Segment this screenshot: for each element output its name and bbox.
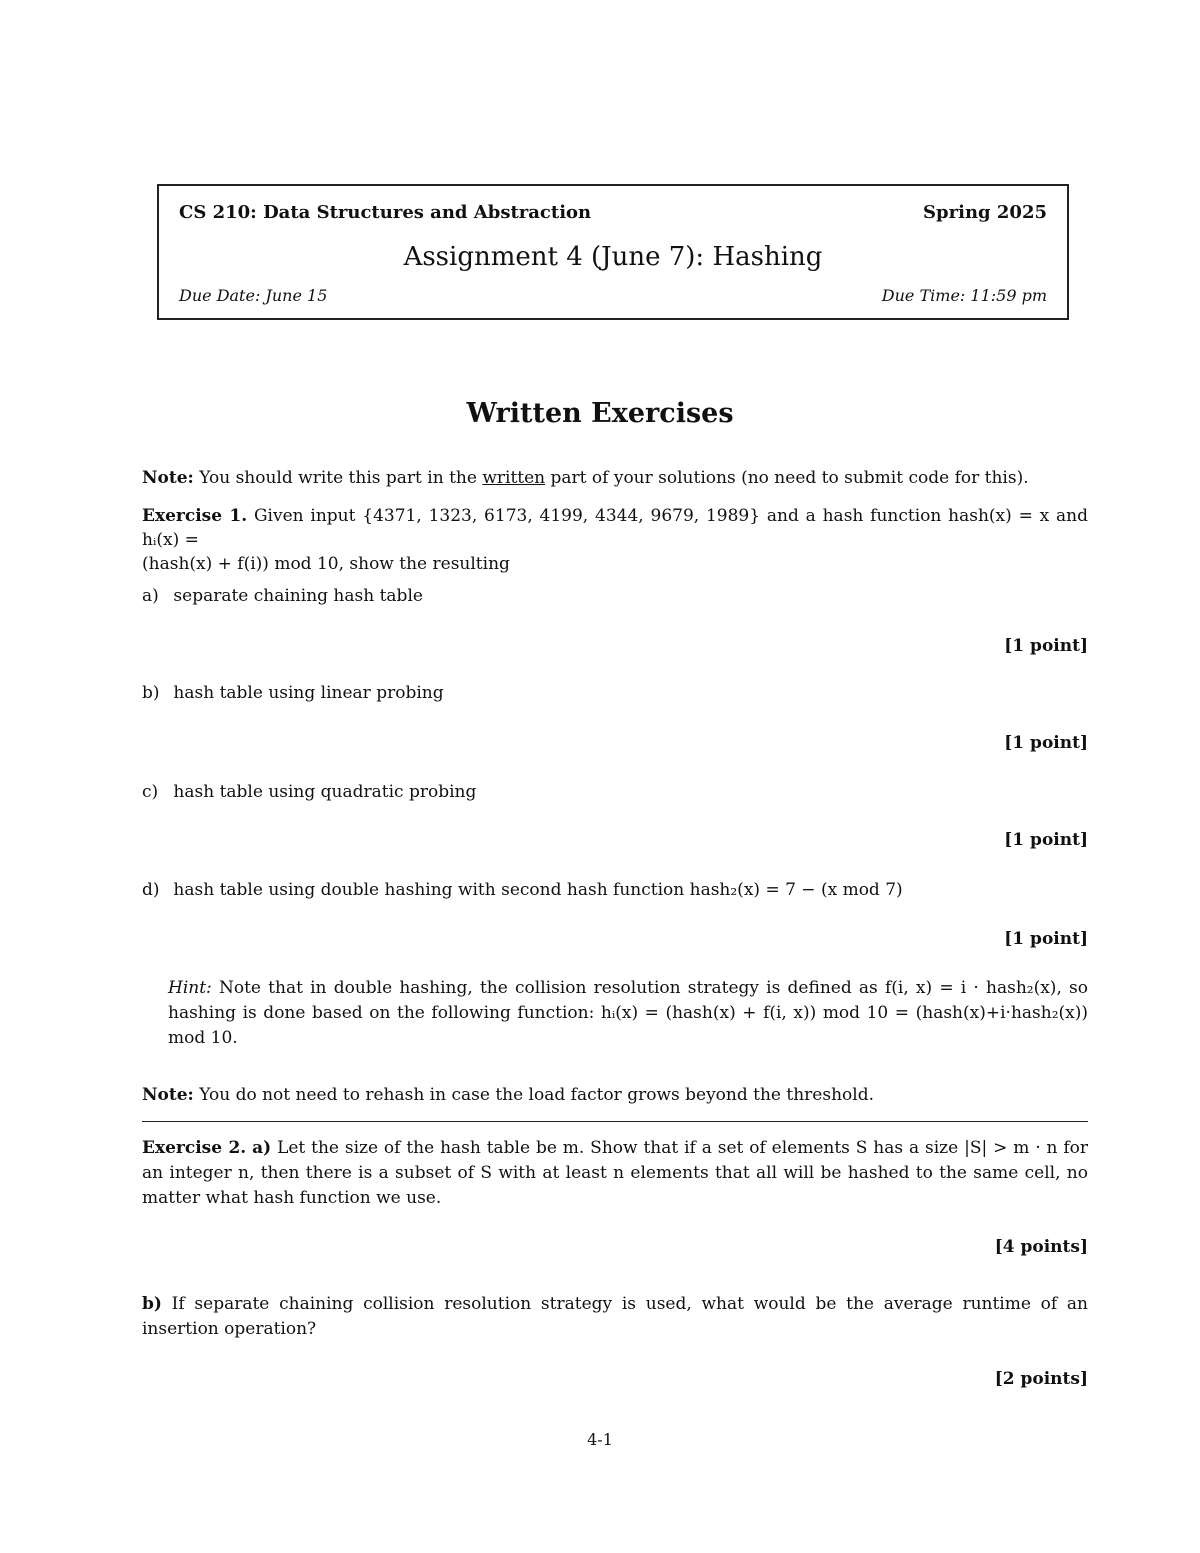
item-label: d) — [142, 880, 160, 900]
exercise-2-part-a — [142, 1136, 1088, 1211]
part-b-label: b) — [142, 1294, 162, 1314]
note-text-before: You should write this part in the — [199, 468, 477, 488]
exercise-1-item-c — [142, 782, 1088, 802]
horizontal-rule — [142, 1121, 1088, 1122]
note-text: You do not need to rehash in case the load factor grows beyond the threshold. — [199, 1085, 874, 1105]
item-text: separate chaining hash table — [173, 586, 423, 606]
course-name: CS 210: Data Structures and Abstraction — [179, 202, 592, 223]
exercise-1-label: Exercise 1. — [142, 506, 248, 526]
item-label: b) — [142, 683, 160, 703]
exercise-1-item-a — [142, 586, 1088, 606]
part-a-text: Let the size of the hash table be m. Show that if a set of elements S has a size |S| > m · n for an integer n, then there is a subset of S with at least n elements that all will be hashed to the same cell, no matter what hash function we use. — [142, 1138, 1088, 1208]
part-b-text: If separate chaining collision resolution strategy is used, what would be the average runtime of an insertion operation? — [142, 1294, 1088, 1339]
item-text: hash table using linear probing — [173, 683, 444, 703]
section-title: Written Exercises — [466, 398, 734, 429]
points-item-b: [1 point] — [1004, 733, 1088, 753]
points-item-d: [1 point] — [1004, 929, 1088, 949]
due-date: Due Date: June 15 — [179, 286, 328, 305]
note-written-part — [142, 466, 1088, 490]
assignment-title: Assignment 4 (June 7): Hashing — [403, 242, 823, 272]
hint-text: Note that in double hashing, the collision resolution strategy is defined as f(i, x) = i · hash₂(x), so hashing is done based on the following function: hᵢ(x) = (hash(x) + f(i, x)) mod 10 = (hash(x)+i·hash₂(x)) mod 10. — [168, 978, 1088, 1048]
exercise-1-statement — [142, 504, 1088, 576]
due-time: Due Time: 11:59 pm — [881, 286, 1047, 305]
item-text: hash table using double hashing with second hash function hash₂(x) = 7 − (x mod 7) — [173, 880, 903, 900]
item-label: c) — [142, 782, 159, 802]
exercise-1-text-line-1: Given input {4371, 1323, 6173, 4199, 4344, 9679, 1989} and a hash function hash(x) = x and hᵢ(x) = — [142, 506, 1089, 550]
points-item-a: [1 point] — [1004, 636, 1088, 656]
note-label: Note: — [142, 1085, 194, 1105]
note-text-after: part of your solutions (no need to submit code for this). — [550, 468, 1029, 488]
points-item-c: [1 point] — [1004, 830, 1088, 850]
points-part-a — [995, 1237, 1088, 1257]
part-a-label: a) — [252, 1138, 272, 1158]
exercise-1-item-d — [142, 880, 1088, 900]
hint-paragraph — [168, 976, 1088, 1051]
note-rehash — [142, 1083, 1088, 1107]
term: Spring 2025 — [923, 202, 1047, 223]
page-number: 4-1 — [587, 1430, 613, 1449]
assignment-header-box — [157, 184, 1069, 320]
exercise-2-label: Exercise 2. — [142, 1138, 247, 1158]
item-label: a) — [142, 586, 159, 606]
exercise-1-text-line-2: (hash(x) + f(i)) mod 10, show the resulting — [142, 554, 510, 574]
points-part-b: [2 points] — [994, 1369, 1088, 1389]
item-text: hash table using quadratic probing — [173, 782, 477, 802]
note-underlined-word: written — [482, 468, 546, 488]
exercise-1-line-1 — [142, 504, 1088, 552]
hint-label: Hint: — [168, 978, 212, 998]
exercise-2-part-b — [142, 1292, 1088, 1342]
note-label: Note: — [142, 468, 194, 488]
exercise-1-item-b — [142, 683, 1088, 703]
points-part-a-text: [4 points] — [994, 1237, 1088, 1257]
